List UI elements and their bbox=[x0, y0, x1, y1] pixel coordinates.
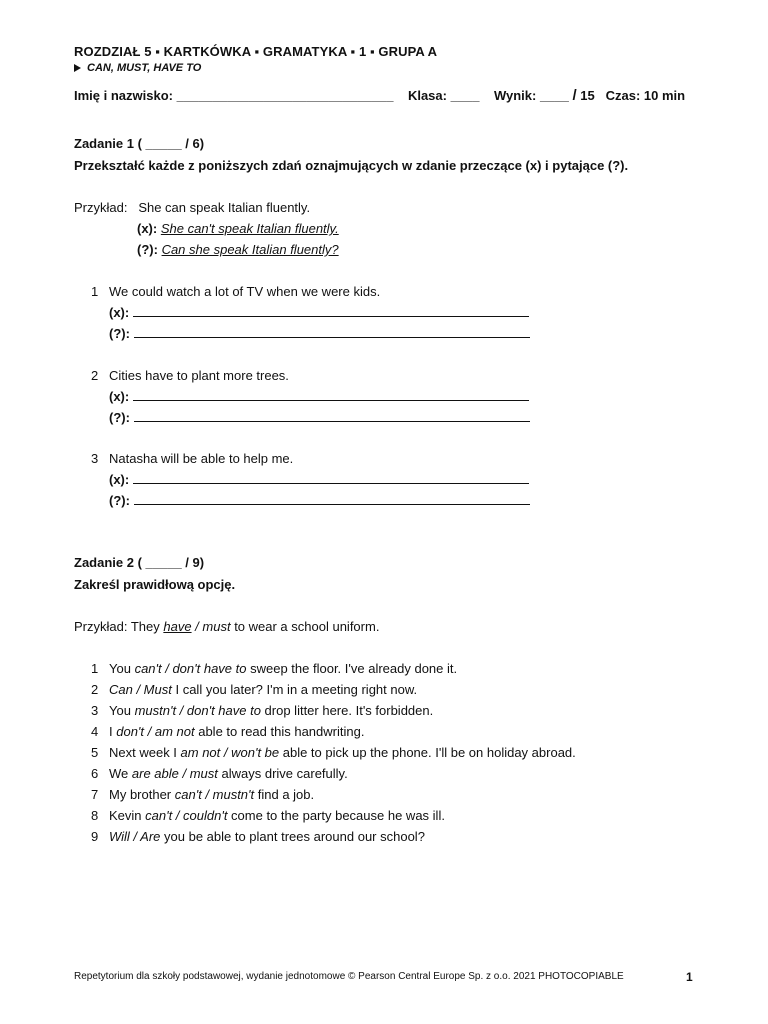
option-choice[interactable]: are able / must bbox=[131, 766, 218, 781]
item-text-after: drop litter here. It's forbidden. bbox=[260, 703, 434, 718]
score-field[interactable]: Wynik: ____ bbox=[493, 88, 569, 103]
class-field[interactable]: Klasa: ____ bbox=[407, 88, 480, 103]
item-text-after: able to pick up the phone. I'll be on holiday abroad. bbox=[279, 745, 576, 760]
example-prefix: Przykład: They bbox=[74, 619, 164, 634]
answer-row-negative bbox=[109, 389, 529, 404]
subtitle-text: CAN, MUST, HAVE TO bbox=[87, 62, 202, 74]
negative-label: (x): bbox=[109, 472, 130, 487]
option-choice[interactable]: can't / don't have to bbox=[134, 661, 247, 676]
task2-item bbox=[91, 703, 433, 718]
answer-row-question bbox=[109, 326, 530, 341]
item-number: 2 bbox=[91, 368, 99, 383]
document-title: ROZDZIAŁ 5 ▪ KARTKÓWKA ▪ GRAMATYKA ▪ 1 ▪ GRUPA A bbox=[74, 44, 438, 59]
item-text-before: Next week I bbox=[109, 745, 181, 760]
answer-row-question bbox=[109, 493, 530, 508]
item-text-after: able to read this handwriting. bbox=[194, 724, 365, 739]
negative-label: (x): bbox=[137, 221, 158, 236]
answer-row-question bbox=[109, 410, 530, 425]
answer-row-negative bbox=[109, 305, 529, 320]
answer-blank[interactable] bbox=[134, 410, 530, 422]
item-number: 1 bbox=[91, 661, 99, 676]
item-number: 3 bbox=[91, 451, 99, 466]
answer-blank[interactable] bbox=[134, 326, 530, 338]
name-field[interactable]: Imię i nazwisko: ______________________________ bbox=[74, 88, 394, 103]
item-number: 7 bbox=[91, 787, 99, 802]
max-score: 15 bbox=[580, 88, 595, 103]
item-sentence: Cities have to plant more trees. bbox=[109, 368, 289, 383]
task1-item bbox=[91, 368, 289, 383]
item-sentence: Natasha will be able to help me. bbox=[109, 451, 294, 466]
task2-title: Zadanie 2 ( _____ / 9) bbox=[74, 555, 205, 570]
item-text-after: I call you later? I'm in a meeting right now. bbox=[171, 682, 418, 697]
example-other-option: / must bbox=[191, 619, 231, 634]
example-question bbox=[137, 242, 339, 257]
option-choice[interactable]: am not / won't be bbox=[180, 745, 280, 760]
answer-blank[interactable] bbox=[134, 493, 530, 505]
option-choice[interactable]: Can / Must bbox=[109, 682, 172, 697]
example-sentence: She can speak Italian fluently. bbox=[138, 200, 311, 215]
page-number: 1 bbox=[686, 970, 693, 984]
task1-instruction: Przekształć każde z poniższych zdań oznajmujących w zdanie przeczące (x) i pytające (?). bbox=[74, 158, 629, 173]
task2-item bbox=[91, 661, 457, 676]
item-number: 2 bbox=[91, 682, 99, 697]
negative-answer: She can't speak Italian fluently. bbox=[160, 221, 339, 236]
item-number: 9 bbox=[91, 829, 99, 844]
option-choice[interactable]: Will / Are bbox=[109, 829, 161, 844]
item-text-before: My brother bbox=[109, 787, 175, 802]
question-label: (?): bbox=[109, 410, 130, 425]
document-subtitle bbox=[74, 62, 201, 74]
answer-blank[interactable] bbox=[133, 305, 529, 317]
answer-blank[interactable] bbox=[133, 472, 529, 484]
item-number: 6 bbox=[91, 766, 99, 781]
example-suffix: to wear a school uniform. bbox=[230, 619, 380, 634]
triangle-bullet-icon bbox=[74, 64, 81, 72]
example-negative bbox=[137, 221, 339, 236]
item-text-after: you be able to plant trees around our school? bbox=[160, 829, 425, 844]
footer-text: Repetytorium dla szkoły podstawowej, wydanie jednotomowe © Pearson Central Europe Sp. z o.o. 2021 PHOTOCOPIABLE bbox=[74, 971, 624, 982]
task2-instruction: Zakreśl prawidłową opcję. bbox=[74, 577, 236, 592]
task2-item bbox=[91, 787, 314, 802]
question-label: (?): bbox=[137, 242, 158, 257]
task2-item bbox=[91, 766, 348, 781]
item-text-after: sweep the floor. I've already done it. bbox=[246, 661, 458, 676]
item-text-before: I bbox=[109, 724, 117, 739]
student-info-line bbox=[74, 87, 685, 104]
task1-item bbox=[91, 284, 380, 299]
item-text-before: We bbox=[109, 766, 132, 781]
item-text-after: always drive carefully. bbox=[217, 766, 348, 781]
task2-item bbox=[91, 829, 425, 844]
item-number: 5 bbox=[91, 745, 99, 760]
task2-item bbox=[91, 682, 417, 697]
task1-title: Zadanie 1 ( _____ / 6) bbox=[74, 136, 205, 151]
time-label: Czas: 10 min bbox=[605, 88, 686, 103]
question-label: (?): bbox=[109, 493, 130, 508]
item-number: 4 bbox=[91, 724, 99, 739]
question-label: (?): bbox=[109, 326, 130, 341]
item-text-before: Kevin bbox=[109, 808, 146, 823]
item-sentence: We could watch a lot of TV when we were kids. bbox=[109, 284, 381, 299]
task1-example bbox=[74, 200, 310, 215]
item-text-before: You bbox=[109, 703, 135, 718]
answer-blank[interactable] bbox=[133, 389, 529, 401]
option-choice[interactable]: can't / mustn't bbox=[174, 787, 255, 802]
item-number: 8 bbox=[91, 808, 99, 823]
item-number: 1 bbox=[91, 284, 99, 299]
answer-row-negative bbox=[109, 472, 529, 487]
question-answer: Can she speak Italian fluently? bbox=[161, 242, 339, 257]
item-text-before: You bbox=[109, 661, 135, 676]
task2-item bbox=[91, 745, 576, 760]
item-text-after: find a job. bbox=[254, 787, 315, 802]
example-chosen-option: have bbox=[163, 619, 192, 634]
negative-label: (x): bbox=[109, 305, 130, 320]
option-choice[interactable]: can't / couldn't bbox=[145, 808, 228, 823]
task2-item bbox=[91, 808, 445, 823]
example-label: Przykład: bbox=[74, 200, 128, 215]
option-choice[interactable]: don't / am not bbox=[116, 724, 195, 739]
item-text-after: come to the party because he was ill. bbox=[227, 808, 445, 823]
task1-item bbox=[91, 451, 293, 466]
option-choice[interactable]: mustn't / don't have to bbox=[134, 703, 261, 718]
item-number: 3 bbox=[91, 703, 99, 718]
score-slash: / bbox=[572, 87, 577, 104]
negative-label: (x): bbox=[109, 389, 130, 404]
task2-example bbox=[74, 619, 379, 634]
task2-item bbox=[91, 724, 364, 739]
